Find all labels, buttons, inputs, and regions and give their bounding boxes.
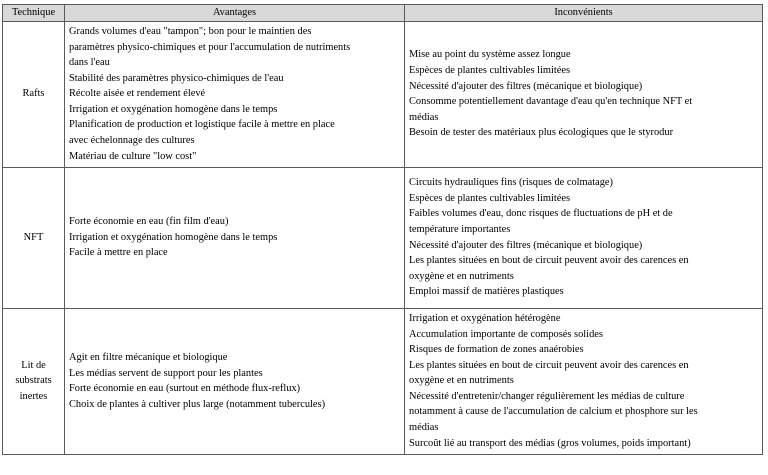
avantage-line: Forte économie en eau (surtout en méthode flux-reflux): [69, 383, 301, 395]
avantages-cell: [65, 167, 405, 308]
inconvenient-line: Nécessité d'entretenir/changer régulièrement les médias de culture: [409, 390, 685, 402]
inconvenient-line: Les plantes situées en bout de circuit peuvent avoir des carences en: [409, 255, 689, 267]
avantage-line: Irrigation et oxygénation homogène dans le temps: [69, 103, 278, 115]
technique-cell: [3, 167, 65, 308]
inconvenient-line: médias: [409, 422, 439, 434]
comparison-table-container: [2, 4, 763, 455]
header-row: [3, 5, 763, 22]
table-row-rafts: [3, 21, 763, 167]
inconvenients-cell: [405, 167, 763, 308]
inconvenient-line: Besoin de tester des matériaux plus écologiques que le styrodur: [409, 127, 674, 139]
avantage-line: paramètres physico-chimiques et pour l'accumulation de nutriments: [69, 41, 351, 53]
technique-cell: [3, 21, 65, 167]
inconvenient-line: médias: [409, 111, 439, 123]
inconvenient-line: Nécessité d'ajouter des filtres (mécanique et biologique): [409, 239, 643, 251]
inconvenient-line: oxygène et en nutriments: [409, 270, 514, 282]
inconvenient-line: oxygène et en nutriments: [409, 375, 514, 387]
inconvenients-cell: [405, 308, 763, 454]
inconvenient-line: Les plantes situées en bout de circuit peuvent avoir des carences en: [409, 359, 689, 371]
inconvenient-line: Nécessité d'ajouter des filtres (mécanique et biologique): [409, 80, 643, 92]
avantage-line: avec échelonnage des cultures: [69, 135, 195, 147]
avantage-line: Facile à mettre en place: [69, 247, 168, 259]
technique-line: substrats: [15, 375, 52, 387]
technique-line: inertes: [19, 390, 48, 402]
header-inconvenients: Inconvénients: [405, 5, 763, 22]
avantages-cell: [65, 308, 405, 454]
avantage-line: Stabilité des paramètres physico-chimiques de l'eau: [69, 72, 284, 84]
inconvenient-line: Risques de formation de zones anaérobies: [409, 344, 584, 356]
inconvenient-line: Faibles volumes d'eau, donc risques de fluctuations de pH et de: [409, 208, 673, 220]
avantages-cell: [65, 21, 405, 167]
inconvenient-line: température importantes: [409, 224, 511, 235]
inconvenient-line: Accumulation importante de composés solides: [409, 328, 603, 340]
avantage-line: Récolte aisée et rendement élevé: [69, 88, 206, 100]
table-row-nft: [3, 167, 763, 308]
inconvenient-line: Consomme potentiellement davantage d'eau qu'en technique NFT et: [409, 96, 693, 108]
inconvenient-line: Espèces de plantes cultivables limitées: [409, 192, 571, 204]
avantage-line: Irrigation et oxygénation homogène dans le temps: [69, 231, 278, 243]
avantage-line: Forte économie en eau (fin film d'eau): [69, 216, 229, 228]
avantage-line: Matériau de culture "low cost": [69, 150, 197, 162]
avantage-line: Grands volumes d'eau "tampon"; bon pour le maintien des: [69, 25, 312, 37]
inconvenient-line: Surcoût lié au transport des médias (gros volumes, poids important): [409, 437, 691, 449]
inconvenient-line: Espèces de plantes cultivables limitées: [409, 64, 571, 76]
table-body: [3, 21, 763, 454]
avantage-line: Choix de plantes à cultiver plus large (notamment tubercules): [69, 398, 326, 410]
inconvenients-cell: [405, 21, 763, 167]
inconvenient-line: Irrigation et oxygénation hétérogène: [409, 312, 561, 324]
inconvenient-line: notamment à cause de l'accumulation de calcium et phosphore sur les: [409, 406, 698, 418]
table-row-lit-de-substrats: [3, 308, 763, 454]
table-header: [3, 5, 763, 22]
avantage-line: dans l'eau: [69, 57, 110, 69]
technique-line: NFT: [23, 231, 44, 243]
inconvenient-line: Mise au point du système assez longue: [409, 49, 571, 61]
comparison-table: [2, 4, 763, 455]
technique-cell: [3, 308, 65, 454]
avantage-line: Planification de production et logistique facile à mettre en place: [69, 119, 335, 131]
avantage-line: Les médias servent de support pour les plantes: [69, 367, 263, 379]
header-technique: Technique: [3, 5, 65, 22]
technique-line: Lit de: [21, 359, 46, 371]
avantage-line: Agit en filtre mécanique et biologique: [69, 351, 228, 363]
inconvenient-line: Emploi massif de matières plastiques: [409, 286, 564, 298]
technique-line: Rafts: [22, 88, 45, 100]
inconvenient-line: Circuits hydrauliques fins (risques de colmatage): [409, 177, 614, 189]
header-avantages: Avantages: [65, 5, 405, 22]
